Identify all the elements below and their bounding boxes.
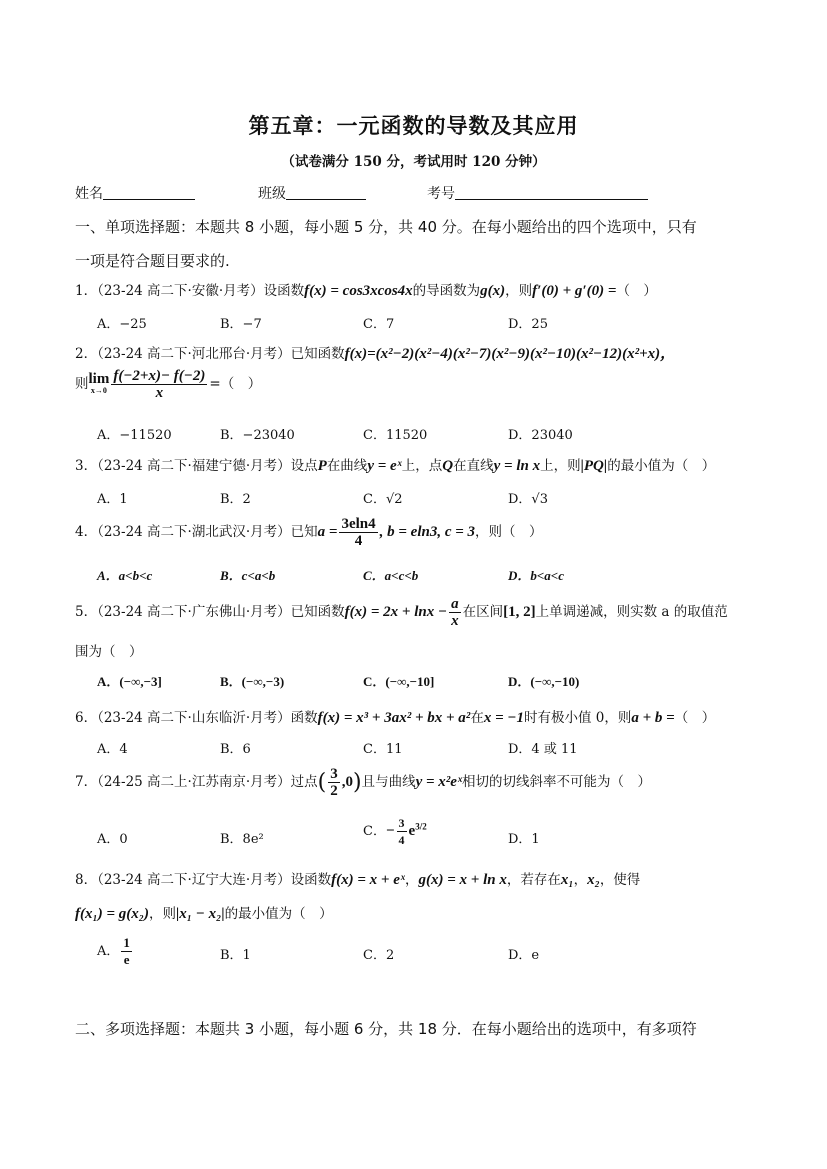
q4-option-b[interactable]: B．c<a<b <box>220 568 276 583</box>
q7-option-c[interactable]: C．− $\frac{3}{4}$ $e^{3/2}$ <box>363 816 427 847</box>
q5-option-d[interactable]: D．(−∞,−10) <box>508 674 580 689</box>
q3-option-c[interactable]: C．√2 <box>363 492 403 507</box>
question-4: 4．（23-24 高二下·湖北武汉·月考）已知a = $\frac{3eln4}{4}$ , b = eln3, c = 3，则（ ） <box>75 516 543 549</box>
q5-fraction: $\frac{a}{x}$ <box>451 596 459 629</box>
question-5-cont: 围为（ ） <box>75 644 143 660</box>
question-8: 8．（23-24 高二下·辽宁大连·月考）设函数f(x) = x + eˣ，g(x) = x + ln x，若存在x₁，x₂，使得 <box>75 872 641 888</box>
section1-heading-cont: 一项是符合题目要求的. <box>75 252 230 270</box>
limit-symbol: lim x→0 <box>88 370 110 395</box>
q5-option-b[interactable]: B．(−∞,−3) <box>220 674 285 689</box>
q4-option-c[interactable]: C．a<c<b <box>363 568 419 583</box>
q2-option-d[interactable]: D．23040 <box>508 428 573 443</box>
q7-option-d[interactable]: D．1 <box>508 832 540 847</box>
q2-fraction: $\frac{f(-2+x)- f(-2)}{x}$ <box>113 368 206 401</box>
question-3: 3．（23-24 高二下·福建宁德·月考）设点P在曲线y = eˣ上，点Q在直线y = ln x上，则|PQ|的最小值为（ ） <box>75 458 716 474</box>
q1-option-c[interactable]: C．7 <box>363 317 395 332</box>
q8-option-d[interactable]: D．e <box>508 948 540 963</box>
class-field[interactable]: 班级 <box>258 183 366 203</box>
question-2-cont: 则lim x→0 $\frac{f(-2+x)- f(-2)}{x}$ =（ ） <box>75 368 262 401</box>
number-field[interactable]: 考号 <box>427 183 648 203</box>
q2-option-a[interactable]: A．−11520 <box>97 428 172 443</box>
q3-option-a[interactable]: A．1 <box>97 492 128 507</box>
q2-option-b[interactable]: B．−23040 <box>220 428 295 443</box>
q3-option-d[interactable]: D．√3 <box>508 492 548 507</box>
section2-heading: 二、多项选择题：本题共 3 小题，每小题 6 分，共 18 分．在每小题给出的选项中，有多项符 <box>75 1020 697 1038</box>
exam-subtitle: （试卷满分 150 分，考试用时 120 分钟） <box>281 154 546 170</box>
q1-option-d[interactable]: D．25 <box>508 317 548 332</box>
page-title: 第五章：一元函数的导数及其应用 <box>248 114 579 138</box>
q1-option-b[interactable]: B．−7 <box>220 317 262 332</box>
q5-option-a[interactable]: A．(−∞,−3] <box>97 674 162 689</box>
q6-option-b[interactable]: B．6 <box>220 742 251 757</box>
section1-heading: 一、单项选择题：本题共 8 小题，每小题 5 分，共 40 分。在每小题给出的四个选项中，只有 <box>75 218 697 236</box>
q4-option-d[interactable]: D．b<a<c <box>508 568 564 583</box>
q8-option-b[interactable]: B．1 <box>220 948 251 963</box>
question-2: 2．（23-24 高二下·河北邢台·月考）已知函数f(x)=(x²−2)(x²−4)(x²−7)(x²−9)(x²−10)(x²−12)(x²+x)， <box>75 346 676 362</box>
q3-option-b[interactable]: B．2 <box>220 492 251 507</box>
q8-option-a[interactable]: A． $\frac{1}{e}$ <box>97 935 130 967</box>
q6-option-c[interactable]: C．11 <box>363 742 403 757</box>
q4-fraction: $\frac{3eln4}{4}$ <box>341 516 376 549</box>
question-1: 1．（23-24 高二下·安徽·月考）设函数f(x) = cos3xcos4x的导函数为g(x)，则f′(0) + g′(0) =（ ） <box>75 283 657 299</box>
question-5: 5．（23-24 高二下·广东佛山·月考）已知函数f(x) = 2x + lnx − $\frac{a}{x}$ 在区间[1, 2]上单调递减，则实数 a 的取值范 <box>75 596 728 629</box>
q2-option-c[interactable]: C．11520 <box>363 428 428 443</box>
q7-point-fraction: $\frac{3}{2}$ <box>330 766 338 799</box>
q1-option-a[interactable]: A．−25 <box>97 317 147 332</box>
q7-option-a[interactable]: A．0 <box>97 832 128 847</box>
q7-option-b[interactable]: B．8e² <box>220 832 264 847</box>
question-6: 6．（23-24 高二下·山东临沂·月考）函数f(x) = x³ + 3ax² + bx + a²在x = −1时有极小值 0，则a + b =（ ） <box>75 710 716 726</box>
q8-option-c[interactable]: C．2 <box>363 948 395 963</box>
q5-option-c[interactable]: C．(−∞,−10] <box>363 674 435 689</box>
question-7: 7．（24-25 高二上·江苏南京·月考）过点( $\frac{3}{2}$ ,0)且与曲线y = x²eˣ相切的切线斜率不可能为（ ） <box>75 766 652 799</box>
q6-option-a[interactable]: A．4 <box>97 742 128 757</box>
name-field[interactable]: 姓名 <box>75 183 195 203</box>
q4-option-a[interactable]: A．a<b<c <box>97 568 153 583</box>
q6-option-d[interactable]: D．4 或 11 <box>508 742 578 757</box>
question-8-cont: f(x₁) = g(x₂)，则|x₁ − x₂|的最小值为（ ） <box>75 906 333 922</box>
